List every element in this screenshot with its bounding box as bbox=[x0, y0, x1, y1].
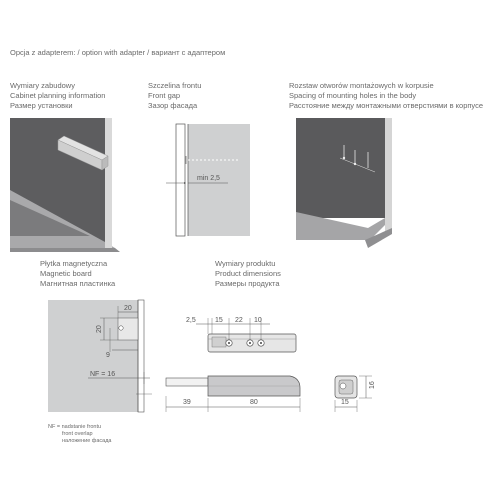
prod-dim-c: 22 bbox=[235, 317, 243, 324]
spacing-title-ru: Расстояние между монтажными отверстиями в корпусе bbox=[289, 101, 484, 110]
front-gap-dim-label: min 2,5 bbox=[197, 175, 220, 182]
spacing-title-en: Spacing of mounting holes in the body bbox=[289, 91, 417, 100]
cabinet-drawing bbox=[10, 118, 120, 252]
frontgap-title-en: Front gap bbox=[148, 91, 181, 100]
magnetic-board-drawing bbox=[48, 300, 152, 412]
mag-dim-side: 20 bbox=[96, 325, 103, 333]
page-header: Opcja z adapterem: / option with adapter / вариант с адаптером bbox=[10, 48, 226, 57]
footnote-line3: наложение фасада bbox=[62, 438, 112, 444]
cabinet-title-en: Cabinet planning information bbox=[10, 91, 106, 100]
prod-dim-len1: 39 bbox=[183, 399, 191, 406]
hole-spacing-drawing bbox=[296, 118, 392, 248]
magnetic-title-pl: Płytka magnetyczna bbox=[40, 259, 108, 268]
frontgap-title-pl: Szczelina frontu bbox=[148, 81, 202, 90]
front-gap-drawing bbox=[166, 124, 250, 236]
product-top-view bbox=[186, 317, 296, 352]
prod-dim-a: 2,5 bbox=[186, 317, 196, 324]
product-end-view bbox=[335, 376, 376, 412]
prod-dim-d: 10 bbox=[254, 317, 262, 324]
footnote-line2: front overlap bbox=[62, 431, 93, 437]
cabinet-title-pl: Wymiary zabudowy bbox=[10, 81, 75, 90]
product-title-pl: Wymiary produktu bbox=[215, 259, 276, 268]
prod-dim-height: 16 bbox=[369, 381, 376, 389]
mag-dim-small: 9 bbox=[106, 352, 110, 359]
product-title-ru: Размеры продукта bbox=[215, 279, 280, 288]
mag-dim-top: 20 bbox=[124, 305, 132, 312]
magnetic-title-ru: Магнитная пластинка bbox=[40, 279, 116, 288]
product-side-view bbox=[166, 376, 300, 412]
spacing-title-pl: Rozstaw otworów montażowych w korpusie bbox=[289, 81, 434, 90]
product-title-en: Product dimensions bbox=[215, 269, 281, 278]
prod-dim-len2: 80 bbox=[250, 399, 258, 406]
frontgap-title-ru: Зазор фасада bbox=[148, 101, 198, 110]
footnote-line1: NF = nadstanie frontu bbox=[48, 424, 102, 430]
mag-dim-nf: NF = 16 bbox=[90, 371, 116, 378]
prod-dim-b: 15 bbox=[215, 317, 223, 324]
prod-dim-width: 15 bbox=[341, 399, 349, 406]
cabinet-title-ru: Размер установки bbox=[10, 101, 73, 110]
magnetic-title-en: Magnetic board bbox=[40, 269, 92, 278]
